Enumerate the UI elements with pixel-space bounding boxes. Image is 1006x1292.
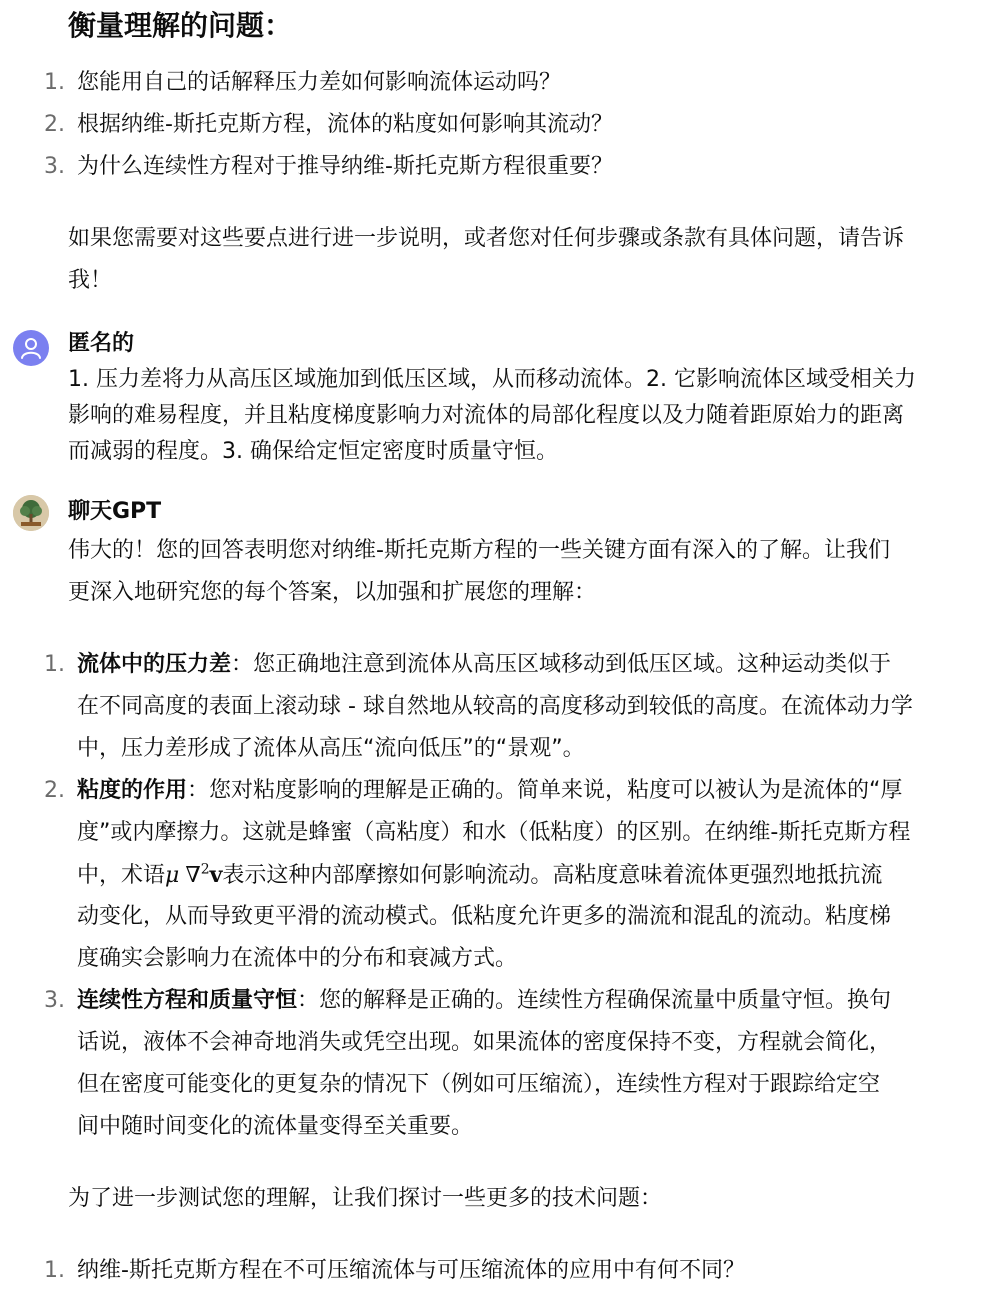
item-text: ：您的解释是正确的。连续性方程确保流量中质量守恒。换句 [297, 988, 892, 1013]
item-title: 流体中的压力差 [77, 652, 232, 677]
item-title: 粘度的作用 [77, 778, 188, 803]
item-text: ：您对粘度影响的理解是正确的。简单来说，粘度可以被认为是流体的“厚 [187, 778, 903, 803]
list-number: 3. [44, 988, 65, 1013]
list-item-text: 间中随时间变化的流体量变得至关重要。 [77, 1114, 474, 1139]
list-item-text [77, 980, 891, 1022]
list-item [44, 980, 65, 1022]
paragraph-line: 如果您需要对这些要点进行进一步说明，或者您对任何步骤或条款有具体问题，请告诉 [68, 226, 905, 251]
list-item-text: 为什么连续性方程对于推导纳维-斯托克斯方程很重要？ [77, 154, 613, 179]
sender-name: 聊天GPT [68, 499, 162, 524]
message-line: 影响的难易程度，并且粘度梯度影响力对流体的局部化程度以及力随着距原始力的距离 [68, 403, 905, 428]
item-text: 表示这种内部摩擦如何影响流动。高粘度意味着流体更强烈地抵抗流 [222, 863, 883, 888]
list-item-text: 在不同高度的表面上滚动球 - 球自然地从较高的高度移动到较低的高度。在流体动力学 [77, 694, 913, 719]
list-item-text [77, 644, 891, 686]
message-line: 而减弱的程度。3. 确保给定恒定密度时质量守恒。 [68, 439, 558, 464]
math-vector: v [209, 862, 223, 888]
list-item-text: 中，压力差形成了流体从高压“流向低压”的“景观”。 [77, 736, 585, 761]
math-superscript: 2 [200, 861, 210, 878]
list-item-text [77, 770, 902, 812]
message-line: 伟大的！您的回答表明您对纳维-斯托克斯方程的一些关键方面有深入的了解。让我们 [68, 538, 890, 563]
list-number: 2. [44, 112, 65, 137]
list-item [44, 770, 65, 812]
user-avatar [13, 330, 49, 366]
list-item-text: 度确实会影响力在流体中的分布和衰减方式。 [77, 946, 518, 971]
item-text: 中，术语 [77, 863, 166, 888]
list-item [44, 62, 65, 104]
math-mu: μ [165, 863, 180, 888]
assistant-avatar [13, 495, 49, 531]
list-item-text: 度”或内摩擦力。这就是蜂蜜（高粘度）和水（低粘度）的区别。在纳维-斯托克斯方程 [77, 820, 911, 845]
list-number: 1. [44, 70, 65, 95]
list-item-text: 但在密度可能变化的更复杂的情况下（例如可压缩流），连续性方程对于跟踪给定空 [77, 1072, 881, 1097]
user-icon [13, 330, 49, 366]
section-heading: 衡量理解的问题： [68, 9, 293, 42]
list-item-text: 话说，液体不会神奇地消失或凭空出现。如果流体的密度保持不变，方程就会简化， [77, 1030, 892, 1055]
message-line: 更深入地研究您的每个答案，以加强和扩展您的理解： [68, 580, 597, 605]
list-number: 1. [44, 652, 65, 677]
item-text: ：您正确地注意到流体从高压区域移动到低压区域。这种运动类似于 [231, 652, 892, 677]
list-item-text: 您能用自己的话解释压力差如何影响流体运动吗？ [77, 70, 562, 95]
list-item [44, 1250, 65, 1292]
list-item-text: 纳维-斯托克斯方程在不可压缩流体与可压缩流体的应用中有何不同？ [77, 1258, 745, 1283]
list-number: 2. [44, 778, 65, 803]
item-title: 连续性方程和质量守恒 [77, 988, 298, 1013]
math-nabla: ∇ [185, 863, 201, 888]
paragraph-line: 我！ [68, 268, 113, 293]
list-item [44, 104, 65, 146]
list-item [44, 644, 65, 686]
list-item-text: 根据纳维-斯托克斯方程，流体的粘度如何影响其流动？ [77, 112, 613, 137]
list-number: 1. [44, 1258, 65, 1283]
message-line: 1. 压力差将力从高压区域施加到低压区域，从而移动流体。2. 它影响流体区域受相关力 [68, 367, 916, 392]
tree-logo-icon [13, 495, 49, 531]
sender-name: 匿名的 [68, 331, 135, 356]
list-number: 3. [44, 154, 65, 179]
paragraph-line: 为了进一步测试您的理解，让我们探讨一些更多的技术问题： [68, 1186, 663, 1211]
list-item-text [77, 854, 882, 897]
list-item-text: 动变化，从而导致更平滑的流动模式。低粘度允许更多的湍流和混乱的流动。粘度梯 [77, 904, 892, 929]
list-item [44, 146, 65, 188]
